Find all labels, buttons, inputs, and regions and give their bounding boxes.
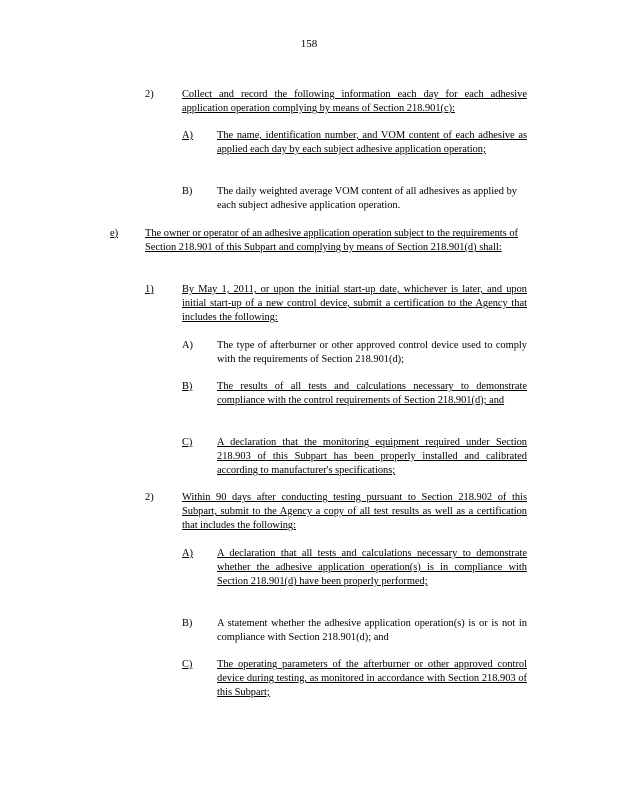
item-text: A declaration that all tests and calculations necessary to demonstrate whether the adhesive application operation(s) is in compliance with Section 218.901(d) have been properly performed; (217, 548, 527, 587)
item-text: The daily weighted average VOM content of all adhesives as applied by each subject adhesive application operation. (217, 186, 517, 211)
item-label: B) (182, 381, 193, 392)
item-text: The results of all tests and calculations necessary to demonstrate compliance with the control requirements of Section 218.901(d); and (217, 381, 527, 406)
page-number: 158 (300, 38, 318, 50)
item-label: A) (182, 548, 193, 559)
item-label: 2) (145, 89, 154, 100)
item-text: The operating parameters of the afterburner or other approved control device during testing, as monitored in accordance with Section 218.903 of this Subpart; (217, 659, 527, 698)
item-label: 1) (145, 284, 154, 295)
item-text: Collect and record the following information each day for each adhesive application operation complying by means of Section 218.901(c): (182, 89, 527, 114)
item-label: B) (182, 618, 193, 629)
item-label: A) (182, 130, 193, 141)
item-text: The owner or operator of an adhesive application operation subject to the requirements of Section 218.901 of this Subpart and complying by means of Section 218.901(d) shall: (145, 228, 518, 253)
item-text: Within 90 days after conducting testing pursuant to Section 218.902 of this Subpart, submit to the Agency a copy of all test results as well as a certification that includes the following: (182, 492, 527, 531)
item-text: A declaration that the monitoring equipment required under Section 218.903 of this Subpart has been properly installed and calibrated according to manufacturer's specifications; (217, 437, 527, 476)
item-label: A) (182, 340, 193, 351)
item-text: The name, identification number, and VOM content of each adhesive as applied each day by each subject adhesive application operation; (217, 130, 527, 155)
item-label: B) (182, 186, 193, 197)
item-text: By May 1, 2011, or upon the initial start-up date, whichever is later, and upon initial start-up of a new control device, submit a certification to the Agency that includes the following: (182, 284, 527, 323)
item-label: e) (110, 228, 119, 239)
item-text: The type of afterburner or other approved control device used to comply with the requirements of Section 218.901(d); (217, 340, 527, 365)
item-label: 2) (145, 492, 154, 503)
item-label: C) (182, 659, 193, 670)
item-label: C) (182, 437, 193, 448)
item-text: A statement whether the adhesive application operation(s) is or is not in compliance with Section 218.901(d); and (217, 618, 527, 643)
